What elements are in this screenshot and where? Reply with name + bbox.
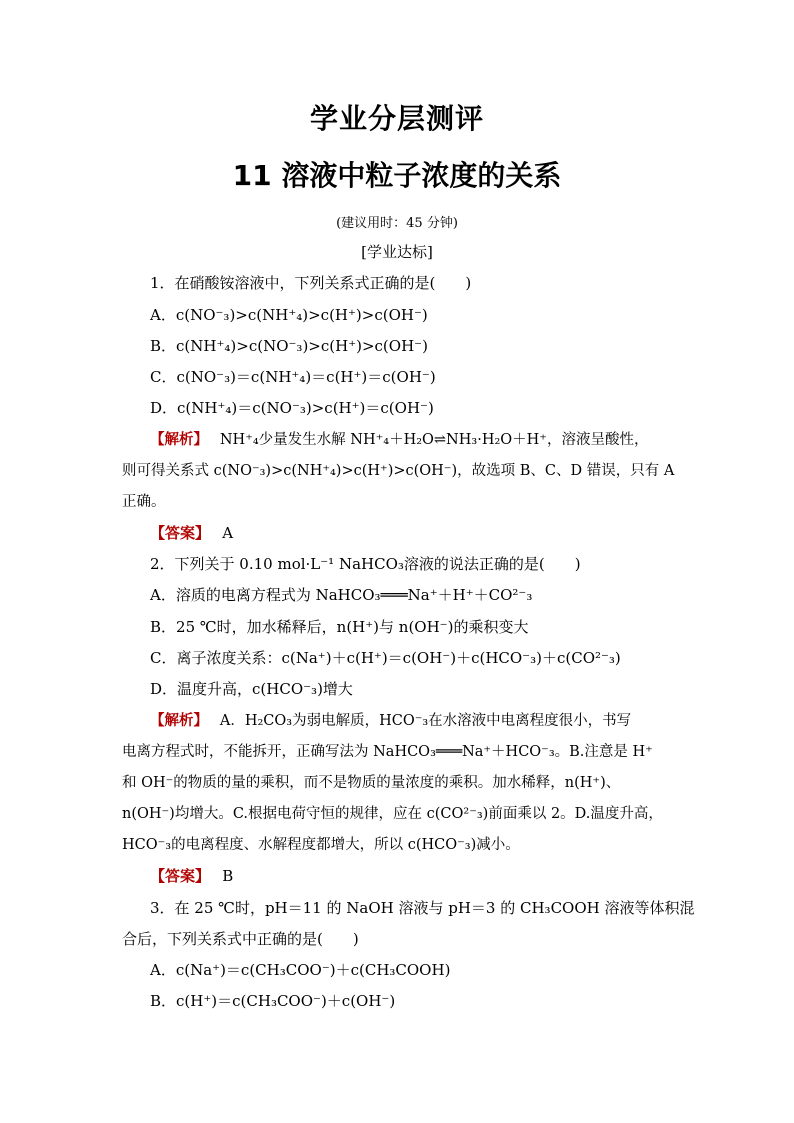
answer-tag: 【答案】: [150, 867, 203, 885]
question-2-analysis-line-2: 电离方程式时，不能拆开，正确写法为 NaHCO₃═══Na⁺＋HCO⁻₃。B.注意是 H⁺: [122, 744, 653, 760]
question-1-option-b: B．c(NH⁺₄)>c(NO⁻₃)>c(H⁺)>c(OH⁻): [150, 337, 428, 355]
question-1-analysis-line-2: 则可得关系式 c(NO⁻₃)>c(NH⁺₄)>c(H⁺)>c(OH⁻)，故选项 B、C、D 错误，只有 A: [122, 463, 675, 479]
page-subtitle: 11 溶液中粒子浓度的关系: [232, 159, 562, 192]
analysis-text: NH⁺₄少量发生水解 NH⁺₄＋H₂O⇌NH₃·H₂O＋H⁺，溶液呈酸性，: [219, 432, 649, 448]
answer-value: A: [222, 524, 234, 542]
analysis-tag: 【解析】: [150, 432, 201, 448]
question-2-option-d: D．温度升高，c(HCO⁻₃)增大: [150, 680, 353, 698]
question-1-option-a: A．c(NO⁻₃)>c(NH⁺₄)>c(H⁺)>c(OH⁻): [150, 306, 428, 324]
page-title: 学业分层测评: [309, 102, 484, 135]
question-1-analysis-line-3: 正确。: [122, 494, 166, 510]
answer-value: B: [222, 867, 234, 885]
question-1-option-c: C．c(NO⁻₃)＝c(NH⁺₄)＝c(H⁺)＝c(OH⁻): [150, 368, 436, 386]
question-2-analysis-line-4: n(OH⁻)均增大。C.根据电荷守恒的规律，应在 c(CO²⁻₃)前面乘以 2。D.温度升高，: [122, 806, 663, 822]
question-2-option-c: C．离子浓度关系：c(Na⁺)＋c(H⁺)＝c(OH⁻)＋c(HCO⁻₃)＋c(CO²⁻₃): [150, 649, 621, 667]
question-3-option-a: A．c(Na⁺)＝c(CH₃COO⁻)＋c(CH₃COOH): [150, 961, 451, 979]
question-2-analysis-line-5: HCO⁻₃的电离程度、水解程度都增大，所以 c(HCO⁻₃)减小。: [122, 837, 520, 853]
analysis-text: A．H₂CO₃为弱电解质，HCO⁻₃在水溶液中电离程度很小，书写: [219, 713, 632, 729]
answer-tag: 【答案】: [150, 524, 203, 542]
question-2-analysis-line-3: 和 OH⁻的物质的量的乘积，而不是物质的量浓度的乘积。加水稀释，n(H⁺)、: [122, 775, 621, 791]
question-2-answer: [150, 866, 674, 886]
question-3-stem-line-1: 3．在 25 ℃时，pH＝11 的 NaOH 溶液与 pH＝3 的 CH₃COOH 溶液等体积混: [150, 899, 695, 917]
question-1-analysis-line-1: [150, 430, 674, 450]
question-2-analysis-line-1: [150, 711, 674, 731]
question-2-stem: 2．下列关于 0.10 mol·L⁻¹ NaHCO₃溶液的说法正确的是( ): [150, 555, 581, 573]
analysis-tag: 【解析】: [150, 713, 201, 729]
time-note: (建议用时：45 分钟): [336, 216, 458, 231]
question-3-option-b: B．c(H⁺)＝c(CH₃COO⁻)＋c(OH⁻): [150, 992, 396, 1010]
question-1-answer: [150, 523, 674, 543]
question-3-stem-line-2: 合后，下列关系式中正确的是( ): [122, 930, 359, 948]
question-1-stem: 1．在硝酸铵溶液中，下列关系式正确的是( ): [150, 274, 472, 292]
section-heading: [学业达标]: [361, 243, 433, 261]
question-2-option-b: B．25 ℃时，加水稀释后，n(H⁺)与 n(OH⁻)的乘积变大: [150, 618, 529, 636]
question-1-option-d: D．c(NH⁺₄)＝c(NO⁻₃)>c(H⁺)＝c(OH⁻): [150, 399, 434, 417]
question-2-option-a: A．溶质的电离方程式为 NaHCO₃═══Na⁺＋H⁺＋CO²⁻₃: [150, 586, 533, 604]
